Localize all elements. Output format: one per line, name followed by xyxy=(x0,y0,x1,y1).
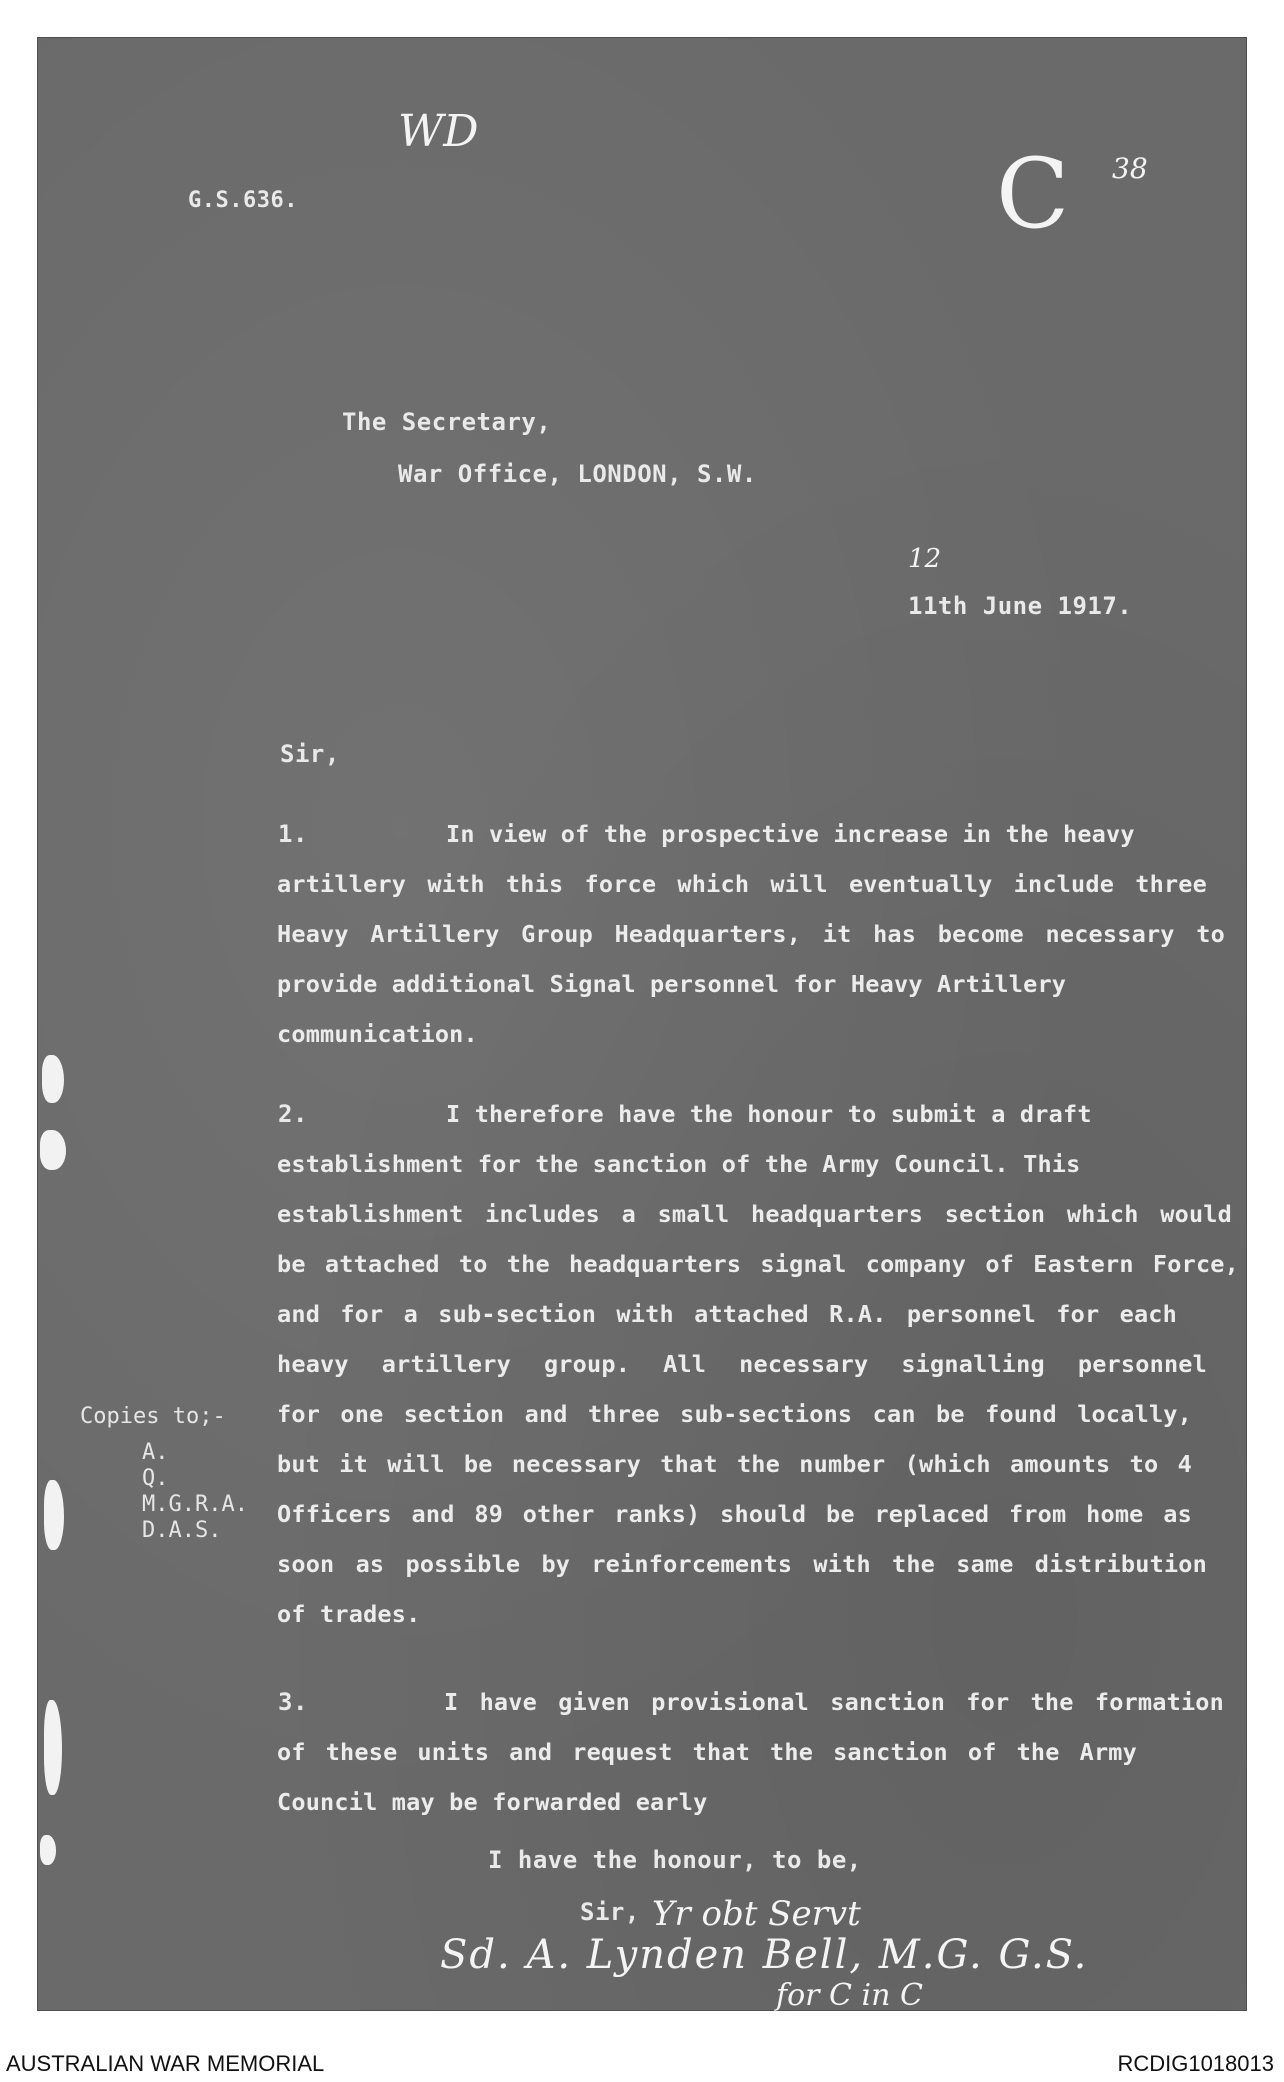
paragraph-line: soon as possible by reinforcements with the same distribution xyxy=(277,1550,1207,1578)
paragraph-line: artillery with this force which will eventually include three xyxy=(277,870,1207,898)
paragraph-line: I therefore have the honour to submit a draft xyxy=(446,1100,1092,1128)
salutation: Sir, xyxy=(280,740,340,768)
paragraph-number: 2. xyxy=(278,1100,308,1128)
paragraph-line: I have given provisional sanction for the formation xyxy=(444,1688,1224,1716)
copies-to-item: M.G.R.A. xyxy=(142,1492,248,1517)
paragraph-number: 3. xyxy=(278,1688,308,1716)
paragraph-line: for one section and three sub-sections can be found locally, xyxy=(277,1400,1192,1428)
copies-to-item: A. xyxy=(142,1440,169,1465)
paragraph-line: of these units and request that the sanction of the Army xyxy=(277,1738,1137,1766)
handwritten-letter: C xyxy=(996,138,1070,250)
paragraph-line: provide additional Signal personnel for Heavy Artillery xyxy=(277,970,1067,998)
addressee-line-1: The Secretary, xyxy=(342,408,552,436)
paragraph-line: Heavy Artillery Group Headquarters, it has become necessary to xyxy=(277,920,1225,948)
copies-to-item: Q. xyxy=(142,1466,169,1491)
paragraph-line: Council may be forwarded early xyxy=(277,1788,708,1816)
paragraph-line: heavy artillery group. All necessary signalling personnel xyxy=(277,1350,1207,1378)
paragraph-line: Officers and 89 other ranks) should be replaced from home as xyxy=(277,1500,1192,1528)
letter-date: 11th June 1917. xyxy=(908,592,1133,620)
torn-edge xyxy=(42,1055,64,1103)
paragraph-number: 1. xyxy=(278,820,308,848)
handwritten-initials: WD xyxy=(398,106,479,157)
handwritten-signature-sub: for C in C xyxy=(776,1978,923,2013)
handwritten-folio: 38 xyxy=(1112,152,1148,185)
closing-sir: Sir, xyxy=(580,1898,640,1926)
torn-edge xyxy=(44,1700,62,1795)
file-reference: G.S.636. xyxy=(188,188,298,213)
paragraph-line: of trades. xyxy=(277,1600,421,1628)
handwritten-obedient: Yr obt Servt xyxy=(652,1894,861,1934)
torn-edge xyxy=(40,1130,66,1170)
footer-institution: AUSTRALIAN WAR MEMORIAL xyxy=(6,2051,325,2076)
footer-record-id: RCDIG1018013 xyxy=(1117,2051,1274,2076)
torn-edge xyxy=(44,1480,64,1550)
paragraph-line: but it will be necessary that the number (which amounts to 4 xyxy=(277,1450,1192,1478)
date-correction: 12 xyxy=(908,544,942,574)
torn-edge xyxy=(40,1835,56,1865)
paragraph-line: and for a sub-section with attached R.A. personnel for each xyxy=(277,1300,1177,1328)
paragraph-line: establishment includes a small headquarters section which would xyxy=(277,1200,1232,1228)
copies-to-label: Copies to;- xyxy=(80,1404,226,1429)
closing-line: I have the honour, to be, xyxy=(488,1846,862,1874)
handwritten-signature: Sd. A. Lynden Bell, M.G. G.S. xyxy=(440,1932,1089,1978)
paragraph-line: In view of the prospective increase in the heavy xyxy=(446,820,1135,848)
copies-to-item: D.A.S. xyxy=(142,1518,222,1543)
paragraph-line: establishment for the sanction of the Army Council. This xyxy=(277,1150,1081,1178)
addressee-line-2: War Office, LONDON, S.W. xyxy=(398,460,757,488)
paragraph-line: communication. xyxy=(277,1020,478,1048)
paragraph-line: be attached to the headquarters signal company of Eastern Force, xyxy=(277,1250,1239,1278)
